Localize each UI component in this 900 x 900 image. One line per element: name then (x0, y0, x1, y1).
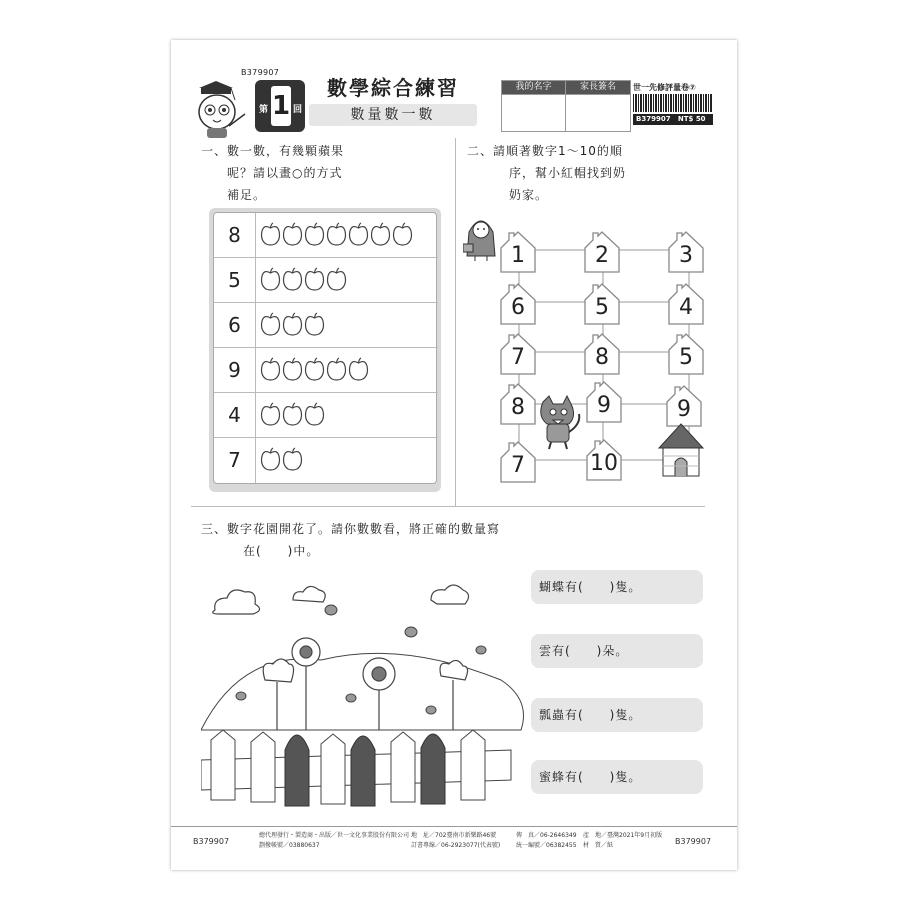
price-code: B379907 (636, 115, 671, 123)
apple-group[interactable] (260, 312, 325, 340)
flower-garden-illustration (201, 580, 531, 810)
apple-row (214, 438, 438, 483)
q1-line-3: 補足。 (227, 188, 267, 202)
house-number: 5 (595, 295, 609, 320)
question-3-text (201, 518, 711, 562)
apple-group[interactable] (260, 267, 347, 295)
house-number: 2 (595, 243, 609, 268)
footer-edition: 2021年9月初版 (619, 832, 663, 839)
apple-row-number: 9 (214, 348, 256, 393)
parent-sign-field[interactable] (566, 94, 630, 132)
footer-code-right: B379907 (675, 837, 712, 846)
apple-icon (260, 267, 281, 291)
price-box (633, 78, 715, 130)
house-cell[interactable] (585, 380, 623, 424)
house-number: 8 (511, 395, 525, 420)
answer-box[interactable]: 蝴蝶有( )隻。 (531, 570, 703, 604)
footer-account: 劃撥帳號／03880637 (259, 842, 320, 849)
apple-icon (282, 447, 303, 471)
house-cell[interactable] (583, 332, 621, 376)
apple-group[interactable] (260, 447, 303, 475)
apple-group[interactable] (260, 222, 413, 250)
house-number: 7 (511, 453, 525, 478)
column-divider (455, 138, 456, 506)
q2-line-1: 二、請順著數字1～10的順 (467, 144, 623, 158)
apple-icon (260, 312, 281, 336)
apple-icon (282, 402, 303, 426)
question-2-text (467, 140, 717, 206)
footer-material: 材 質／紙 (583, 842, 614, 849)
footer (171, 826, 737, 858)
q2-line-2: 序，幫小紅帽找到奶 (509, 166, 627, 180)
mascot-icon (189, 78, 249, 140)
apple-icon (326, 267, 347, 291)
footer-tax-id: 統一編號／06382455 (516, 842, 577, 849)
question-1-text (201, 140, 451, 206)
apple-table (213, 212, 437, 484)
series-title: 世一先修評量卷⑦ (633, 83, 696, 92)
apple-icon (304, 312, 325, 336)
page-subtitle: 數量數一數 (309, 104, 477, 126)
house-number: 5 (679, 345, 693, 370)
my-name-header: 我的名字 (502, 81, 566, 94)
apple-icon (282, 312, 303, 336)
apple-row-number: 5 (214, 258, 256, 303)
apple-row (214, 348, 438, 393)
house-cell[interactable] (667, 282, 705, 326)
house-number: 8 (595, 345, 609, 370)
house-number: 3 (679, 243, 693, 268)
apple-icon (370, 222, 391, 246)
apple-icon (282, 267, 303, 291)
apple-row-number: 8 (214, 213, 256, 258)
q1-line-1: 一、數一數，有幾顆蘋果 (201, 144, 345, 158)
price-value: NT$ 50 (677, 115, 706, 123)
apple-row-number: 4 (214, 393, 256, 438)
apple-icon (304, 402, 325, 426)
apple-group[interactable] (260, 402, 325, 430)
wolf-icon (533, 394, 583, 450)
apple-icon (260, 357, 281, 381)
house-cell[interactable] (667, 332, 705, 376)
apple-icon (326, 357, 347, 381)
apple-icon (304, 357, 325, 381)
page-title: 數學綜合練習 (327, 76, 459, 100)
footer-publisher: 總代理發行・製造商・出版／世一文化事業股份有限公司 (259, 832, 410, 839)
signature-table (501, 80, 631, 132)
apple-row (214, 303, 438, 348)
footer-fax: 傳 真／06-2646349 (516, 832, 577, 839)
apple-icon (348, 222, 369, 246)
house-number: 7 (511, 345, 525, 370)
round-prefix: 第 (259, 105, 269, 115)
footer-origin: 產 地／臺灣 (583, 832, 620, 839)
my-name-field[interactable] (502, 94, 566, 132)
house-cell[interactable] (499, 382, 537, 426)
house-number: 10 (590, 451, 618, 476)
round-badge (255, 80, 305, 132)
footer-order-line: 訂書專線／06-2923077(代表號) (411, 842, 501, 849)
apple-row (214, 258, 438, 303)
red-riding-hood-icon (463, 210, 499, 262)
apple-icon (260, 222, 281, 246)
apple-icon (326, 222, 347, 246)
apple-icon (260, 402, 281, 426)
apple-icon (260, 447, 281, 471)
section-divider (191, 506, 705, 507)
parent-sign-header: 家長簽名 (566, 81, 630, 94)
house-cell[interactable] (499, 440, 537, 484)
apple-icon (304, 267, 325, 291)
worksheet-page (171, 40, 737, 870)
apple-icon (348, 357, 369, 381)
house-cell[interactable] (667, 230, 705, 274)
q3-line-2: 在( )中。 (243, 544, 320, 558)
answer-box[interactable]: 瓢蟲有( )隻。 (531, 698, 703, 732)
house-number: 4 (679, 295, 693, 320)
barcode-icon (633, 94, 713, 112)
apple-icon (304, 222, 325, 246)
apple-row (214, 393, 438, 438)
footer-code-left: B379907 (193, 837, 230, 846)
answer-box[interactable]: 雲有( )朵。 (531, 634, 703, 668)
q3-line-1: 三、數字花園開花了。請你數數看，將正確的數量寫 (201, 522, 501, 536)
apple-icon (392, 222, 413, 246)
q2-line-3: 奶家。 (509, 188, 549, 202)
round-number: 1 (271, 86, 291, 126)
grandma-house-icon (657, 422, 705, 478)
house-cell[interactable] (499, 282, 537, 326)
house-cell[interactable] (583, 230, 621, 274)
house-cell[interactable] (499, 230, 537, 274)
house-number: 9 (677, 397, 691, 422)
house-number: 9 (597, 393, 611, 418)
house-cell[interactable] (583, 282, 621, 326)
apple-row (214, 213, 438, 258)
title-block (309, 70, 477, 128)
house-number: 6 (511, 295, 525, 320)
apple-icon (282, 357, 303, 381)
house-number: 1 (511, 243, 525, 268)
q1-line-2: 呢？請以畫○的方式 (227, 166, 343, 180)
house-cell[interactable] (585, 438, 623, 482)
apple-table-panel (209, 208, 441, 492)
house-cell[interactable] (499, 332, 537, 376)
footer-address: 地 址／702臺南市新樂路46號 (411, 832, 497, 839)
answer-box[interactable]: 蜜蜂有( )隻。 (531, 760, 703, 794)
price-bar (633, 114, 713, 125)
apple-row-number: 7 (214, 438, 256, 483)
apple-group[interactable] (260, 357, 369, 385)
worksheet-code: B379907 (241, 68, 280, 77)
apple-icon (282, 222, 303, 246)
apple-row-number: 6 (214, 303, 256, 348)
round-suffix: 回 (293, 105, 303, 115)
